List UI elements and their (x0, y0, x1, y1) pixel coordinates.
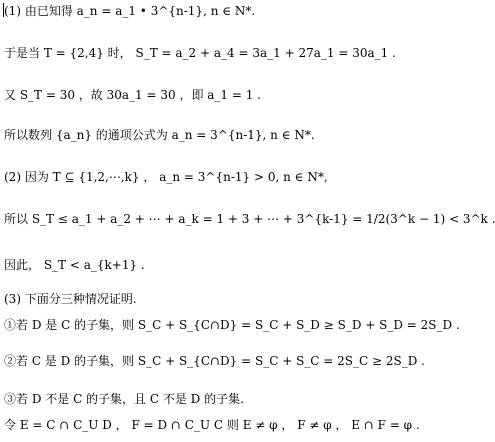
line-12: 令 E = C ∩ C_U D ， F = D ∩ C_U C 则 E ≠ φ ， F ≠ φ ， E ∩ F = φ . (4, 418, 420, 432)
line-2: 于是当 T = {2,4} 时， S_T = a_2 + a_4 = 3a_1 + 27a_1 = 30a_1 . (4, 46, 396, 60)
line-6: 所以 S_T ≤ a_1 + a_2 + ⋯ + a_k = 1 + 3 + ⋯ + 3^{k-1} = 1/2(3^k − 1) < 3^k . (4, 212, 495, 226)
line-9: ①若 D 是 C 的子集，则 S_C + S_{C∩D} = S_C + S_D ≥ S_D + S_D = 2S_D . (4, 318, 460, 332)
line-3: 又 S_T = 30 ，故 30a_1 = 30 ，即 a_1 = 1 . (4, 88, 261, 102)
line-11: ③若 D 不是 C 的子集，且 C 不是 D 的子集. (4, 392, 244, 406)
line-8: (3) 下面分三种情况证明. (4, 292, 137, 306)
line-10: ②若 C 是 D 的子集，则 S_C + S_{C∩D} = S_C + S_C = 2S_C ≥ 2S_D . (4, 354, 425, 368)
line-4: 所以数列 {a_n} 的通项公式为 a_n = 3^{n-1}, n ∈ N*. (4, 128, 315, 142)
line-1: (1) 由已知得 a_n = a_1 • 3^{n-1}, n ∈ N*. (4, 4, 256, 18)
line-7: 因此， S_T < a_{k+1} . (4, 258, 145, 272)
line-5: (2) 因为 T ⊆ {1,2,⋯,k} ， a_n = 3^{n-1} > 0, n ∈ N*, (4, 170, 328, 184)
